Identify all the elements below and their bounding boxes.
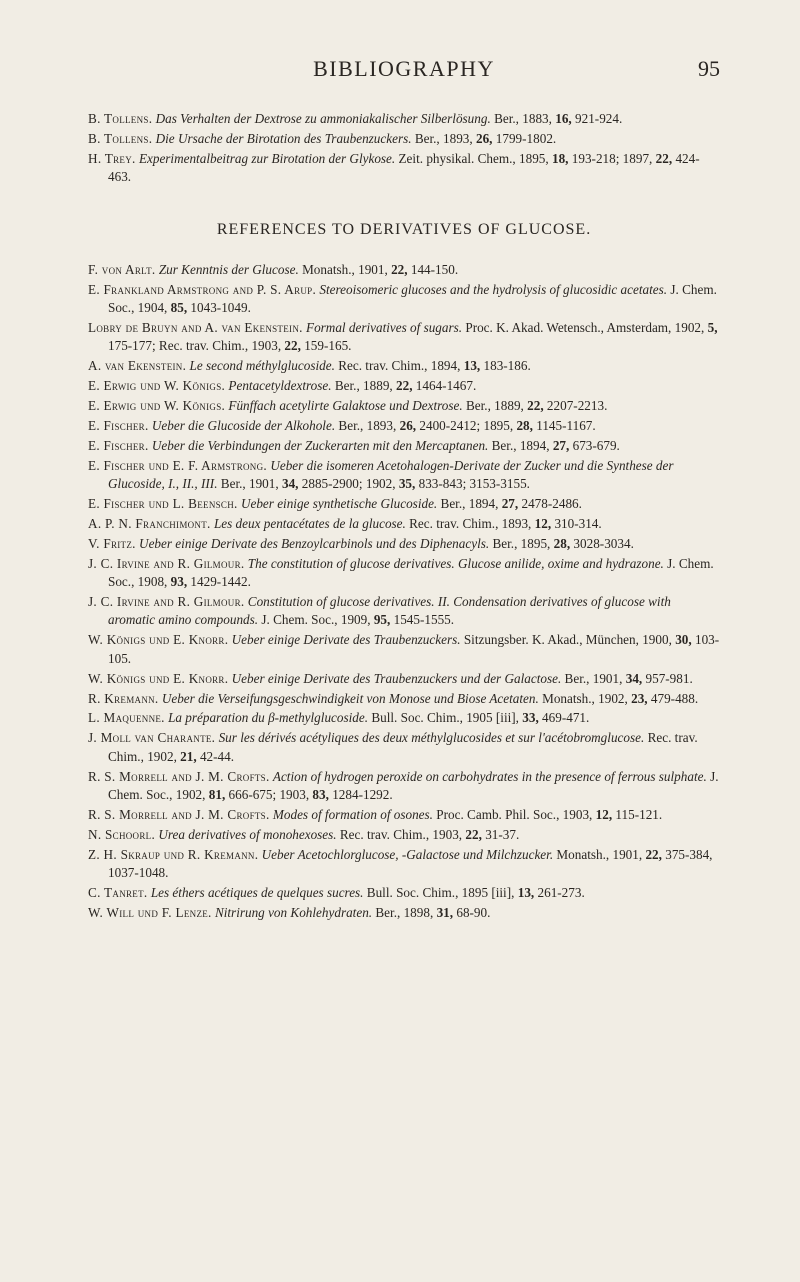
reference-author: E. Fischer.	[88, 417, 149, 433]
reference-entry	[88, 806, 720, 824]
reference-title: La préparation du β-methylglucoside.	[168, 710, 369, 726]
reference-volume: 26,	[475, 130, 493, 146]
section-heading: REFERENCES TO DERIVATIVES OF GLUCOSE.	[216, 220, 592, 238]
reference-source: Bull. Soc. Chim., 1895 [iii],	[366, 885, 515, 901]
reference-pages: 957-981.	[645, 670, 693, 686]
reference-volume: 28,	[553, 535, 571, 551]
reference-pages: 261-273.	[537, 885, 585, 901]
reference-source: Ber., 1889,	[465, 397, 524, 413]
reference-entry	[88, 670, 720, 688]
reference-pages: 1799-1802.	[495, 130, 557, 146]
reference-source: Zeit. physikal. Chem., 1895,	[398, 150, 549, 166]
reference-volume: 22,	[396, 378, 413, 394]
reference-volume: 12,	[595, 807, 613, 822]
reference-source: Monatsh., 1901,	[556, 846, 643, 862]
reference-entry	[88, 150, 720, 187]
reference-list	[88, 261, 720, 923]
reference-volume: 13,	[517, 885, 535, 901]
reference-volume: 12,	[534, 515, 552, 531]
reference-pages: 1043-1049.	[190, 299, 251, 315]
reference-author: J. Moll van Charante.	[88, 730, 216, 746]
reference-entry	[88, 768, 720, 805]
reference-pages: 115-121.	[615, 807, 663, 822]
reference-source: Rec. trav. Chim., 1903,	[339, 826, 463, 842]
reference-volume: 21,	[180, 748, 197, 764]
reference-source: Monatsh., 1901,	[302, 261, 388, 277]
reference-volume: 27,	[552, 437, 570, 453]
reference-pages: 2478-2486.	[521, 496, 582, 511]
reference-volume: 27,	[501, 496, 519, 511]
reference-title: Nitrirung von Kohlehydraten.	[214, 905, 373, 921]
reference-title: The constitution of glucose derivatives. Glucose anilide, oxime and hydrazone.	[247, 555, 664, 571]
reference-author: F. von Arlt.	[88, 261, 156, 277]
reference-volume: 83,	[312, 787, 329, 803]
reference-title: Ueber einige synthetische Glucoside.	[240, 496, 438, 511]
reference-entry	[88, 319, 720, 356]
reference-entry	[88, 397, 720, 415]
reference-volume: 22,	[645, 846, 662, 862]
reference-pages: 68-90.	[456, 905, 491, 921]
reference-author: C. Tanret.	[88, 885, 148, 901]
reference-pages: 310-314.	[554, 515, 602, 531]
reference-author: H. Trey.	[88, 150, 136, 166]
reference-entry	[88, 130, 720, 148]
reference-pages: 424-463.	[108, 150, 700, 185]
reference-pages: 921-924.	[575, 111, 623, 126]
reference-volume: 16,	[555, 111, 572, 126]
reference-source: Ber., 1893,	[414, 130, 473, 146]
reference-title: Ueber einige Derivate des Traubenzuckers und der Galactose.	[231, 670, 562, 686]
reference-pages: 2400-2412; 1895,	[419, 417, 514, 433]
reference-source: Proc. K. Akad. Wetensch., Amsterdam, 1902,	[465, 319, 705, 335]
reference-source: Sitzungsber. K. Akad., München, 1900,	[463, 632, 672, 648]
reference-pages: 375-384, 1037-1048.	[108, 846, 713, 881]
reference-volume: 22,	[391, 261, 408, 277]
reference-title: Ueber die Verbindungen der Zuckerarten mit den Mercaptanen.	[151, 437, 489, 453]
reference-source: Bull. Soc. Chim., 1905 [iii],	[371, 710, 519, 726]
reference-pages: 666-675; 1903,	[228, 787, 310, 803]
reference-title: Modes of formation of osones.	[272, 807, 433, 822]
reference-title: Stereoisomeric glucoses and the hydrolysis of glucosidic acetates.	[319, 281, 668, 297]
reference-entry	[88, 631, 720, 668]
reference-pages: 31-37.	[485, 826, 520, 842]
reference-volume: 26,	[399, 417, 417, 433]
reference-title: Ueber einige Derivate des Traubenzuckers.	[231, 632, 461, 648]
reference-pages: 1284-1292.	[332, 787, 393, 803]
reference-title: Ueber die Glucoside der Alkohole.	[151, 417, 336, 433]
reference-source: Ber., 1894,	[440, 496, 499, 511]
reference-source: J. Chem. Soc., 1908,	[108, 555, 714, 590]
reference-author: N. Schoorl.	[88, 826, 156, 842]
reference-title: Experimentalbeitrag zur Birotation der Glykose.	[138, 150, 396, 166]
reference-source: Ber., 1889,	[334, 378, 393, 394]
reference-title: Constitution of glucose derivatives. II. Condensation derivatives of glucose with aromatic amino compounds.	[108, 594, 671, 628]
reference-author: L. Maquenne.	[88, 710, 165, 726]
reference-entry	[88, 846, 720, 883]
reference-pages: 144-150.	[410, 261, 459, 277]
reference-author: R. S. Morrell and J. M. Crofts.	[88, 768, 270, 784]
reference-pages: 103-105.	[108, 632, 720, 666]
reference-source: Ber., 1895,	[492, 535, 551, 551]
reference-source: Ber., 1898,	[375, 905, 434, 921]
reference-pages: 3028-3034.	[573, 535, 634, 551]
reference-pages: 193-218; 1897,	[571, 150, 653, 166]
reference-title: Ueber einige Derivate des Benzoylcarbinols und des Diphenacyls.	[139, 535, 490, 551]
reference-pages: 42-44.	[199, 748, 235, 764]
reference-entry	[88, 357, 720, 375]
reference-author: W. Will und F. Lenze.	[88, 905, 212, 921]
reference-title: Das Verhalten der Dextrose zu ammoniakalischer Silberlösung.	[155, 111, 491, 126]
reference-title: Les éthers acétiques de quelques sucres.	[150, 885, 364, 901]
reference-volume: 22,	[465, 826, 482, 842]
reference-author: B. Tollens.	[88, 111, 153, 126]
reference-entry	[88, 690, 720, 708]
reference-entry	[88, 437, 720, 455]
reference-volume: 35,	[398, 476, 416, 492]
reference-volume: 22,	[284, 338, 301, 354]
reference-volume: 28,	[516, 417, 533, 433]
reference-author: E. Fischer und L. Beensch.	[88, 496, 238, 511]
reference-author: E. Fischer und E. F. Armstrong.	[88, 457, 268, 473]
reference-entry	[88, 593, 720, 630]
reference-source: Rec. trav. Chim., 1902,	[108, 730, 698, 764]
reference-volume: 81,	[208, 787, 226, 803]
reference-pages: 183-186.	[483, 358, 531, 374]
reference-source: Ber., 1901,	[220, 476, 279, 492]
reference-pages: 469-471.	[542, 710, 590, 726]
reference-source: Proc. Camb. Phil. Soc., 1903,	[436, 807, 593, 822]
reference-title: Ueber Acetochlorglucose, -Galactose und Milchzucker.	[261, 846, 554, 862]
reference-source: Ber., 1901,	[564, 670, 623, 686]
reference-pages: 175-177; Rec. trav. Chim., 1903,	[108, 338, 282, 354]
reference-pages: 479-488.	[650, 690, 699, 706]
reference-author: V. Fritz.	[88, 535, 136, 551]
reference-source: J. Chem. Soc., 1909,	[261, 612, 371, 628]
reference-pages: 1145-1167.	[536, 417, 596, 433]
reference-source: Rec. trav. Chim., 1894,	[338, 358, 461, 374]
reference-title: Sur les dérivés acétyliques des deux méthylglucosides et sur l'acétobromglucose.	[218, 730, 645, 746]
reference-title: Die Ursache der Birotation des Traubenzuckers.	[155, 130, 412, 146]
reference-volume: 33,	[522, 710, 539, 726]
reference-entry	[88, 495, 720, 513]
reference-entry	[88, 417, 720, 435]
reference-source: J. Chem. Soc., 1902,	[108, 768, 719, 803]
reference-source: Rec. trav. Chim., 1893,	[409, 515, 532, 531]
reference-entry	[88, 281, 720, 318]
reference-author: E. Erwig und W. Königs.	[88, 397, 226, 413]
reference-volume: 18,	[551, 150, 569, 166]
reference-entry	[88, 261, 720, 279]
reference-source: Monatsh., 1902,	[542, 690, 628, 706]
reference-pages: 2207-2213.	[546, 397, 608, 413]
reference-author: W. Königs und E. Knorr.	[88, 670, 229, 686]
reference-author: B. Tollens.	[88, 130, 153, 146]
reference-title: Zur Kenntnis der Glucose.	[158, 261, 299, 277]
reference-volume: 23,	[631, 690, 648, 706]
reference-pages: 1464-1467.	[415, 378, 477, 394]
reference-author: E. Erwig und W. Königs.	[88, 378, 226, 394]
reference-volume: 31,	[436, 905, 454, 921]
page-title: BIBLIOGRAPHY	[313, 56, 495, 81]
reference-entry	[88, 515, 720, 533]
reference-volume: 22,	[655, 150, 673, 166]
reference-entry	[88, 457, 720, 494]
reference-title: Urea derivatives of monohexoses.	[158, 826, 337, 842]
reference-volume: 13,	[463, 358, 481, 374]
reference-source: Ber., 1883,	[494, 111, 552, 126]
reference-title: Ueber die isomeren Acetohalogen-Derivate der Zucker und die Synthese der Glucoside, I., II., III.	[108, 457, 674, 492]
reference-volume: 22,	[527, 397, 544, 413]
reference-volume: 93,	[170, 574, 188, 590]
reference-volume: 34,	[625, 670, 643, 686]
reference-author: R. Kremann.	[88, 690, 159, 706]
reference-title: Le second méthylglucoside.	[189, 358, 335, 374]
reference-source: Ber., 1893,	[338, 417, 397, 433]
reference-entry	[88, 709, 720, 727]
reference-author: Z. H. Skraup und R. Kremann.	[88, 846, 259, 862]
reference-author: J. C. Irvine and R. Gilmour.	[88, 555, 245, 571]
reference-volume: 85,	[170, 299, 188, 315]
running-head	[88, 56, 720, 96]
reference-author: R. S. Morrell and J. M. Crofts.	[88, 807, 270, 822]
reference-entry	[88, 377, 720, 395]
reference-pages: 673-679.	[572, 437, 620, 453]
reference-title: Ueber die Verseifungsgeschwindigkeit von Monose und Biose Acetaten.	[161, 690, 539, 706]
reference-author: Lobry de Bruyn and A. van Ekenstein.	[88, 319, 303, 335]
reference-volume: 5,	[707, 319, 718, 335]
reference-entry	[88, 884, 720, 902]
top-reference-list	[88, 110, 720, 187]
reference-author: A. P. N. Franchimont.	[88, 515, 211, 531]
reference-author: W. Königs und E. Knorr.	[88, 632, 229, 648]
reference-pages: 1429-1442.	[190, 574, 251, 590]
reference-title: Fünffach acetylirte Galaktose und Dextrose.	[228, 397, 463, 413]
reference-pages: 2885-2900; 1902,	[301, 476, 396, 492]
reference-volume: 30,	[675, 632, 692, 648]
reference-title: Pentacetyldextrose.	[228, 378, 332, 394]
reference-author: E. Fischer.	[88, 437, 149, 453]
reference-title: Action of hydrogen peroxide on carbohydrates in the presence of ferrous sulphate.	[272, 768, 707, 784]
reference-volume: 95,	[373, 612, 391, 628]
reference-source: Ber., 1894,	[491, 437, 550, 453]
reference-entry	[88, 110, 720, 128]
reference-title: Les deux pentacétates de la glucose.	[213, 515, 406, 531]
reference-pages: 1545-1555.	[393, 612, 455, 628]
reference-volume: 34,	[281, 476, 299, 492]
reference-pages: 833-843; 3153-3155.	[418, 476, 530, 492]
reference-author: J. C. Irvine and R. Gilmour.	[88, 594, 245, 610]
reference-title: Formal derivatives of sugars.	[306, 319, 463, 335]
reference-author: E. Frankland Armstrong and P. S. Arup.	[88, 281, 317, 297]
reference-entry	[88, 555, 720, 592]
page-number: 95	[698, 56, 720, 81]
reference-entry	[88, 729, 720, 766]
reference-entry	[88, 826, 720, 844]
reference-author: A. van Ekenstein.	[88, 358, 187, 374]
reference-pages: 159-165.	[304, 338, 352, 354]
reference-source: J. Chem. Soc., 1904,	[108, 281, 717, 315]
reference-entry	[88, 904, 720, 922]
reference-entry	[88, 535, 720, 553]
